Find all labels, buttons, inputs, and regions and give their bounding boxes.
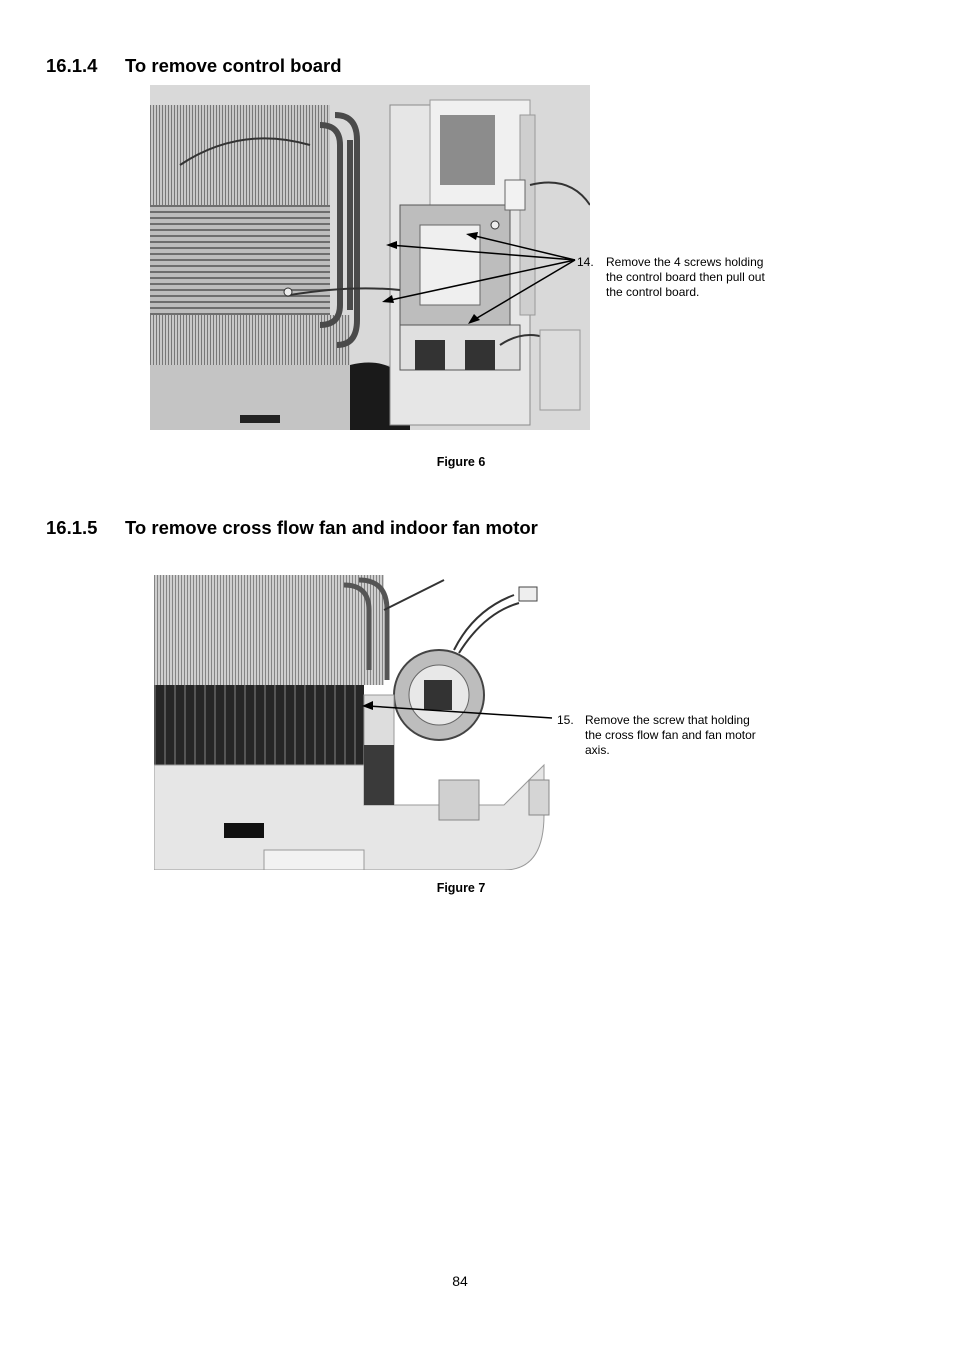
- step-15: [557, 713, 777, 761]
- section-title: To remove control board: [125, 55, 342, 76]
- figure-7-photo: [154, 575, 562, 870]
- step-text: Remove the screw that holding the cross flow fan and fan motor axis.: [585, 713, 756, 757]
- figure-6-caption: Figure 6: [436, 455, 486, 469]
- section-title: To remove cross flow fan and indoor fan motor: [125, 517, 538, 538]
- step-14: [577, 255, 787, 303]
- section-number: 16.1.4: [46, 55, 98, 76]
- section-heading-16-1-5: [46, 517, 538, 539]
- step-number: 14.: [577, 255, 594, 269]
- step-text: Remove the 4 screws holding the control board then pull out the control board.: [606, 255, 765, 299]
- section-number: 16.1.5: [46, 517, 98, 538]
- page-number: 84: [452, 1273, 468, 1289]
- step-number: 15.: [557, 713, 574, 727]
- section-heading-16-1-4: [46, 55, 342, 77]
- figure-7-caption: Figure 7: [436, 881, 486, 895]
